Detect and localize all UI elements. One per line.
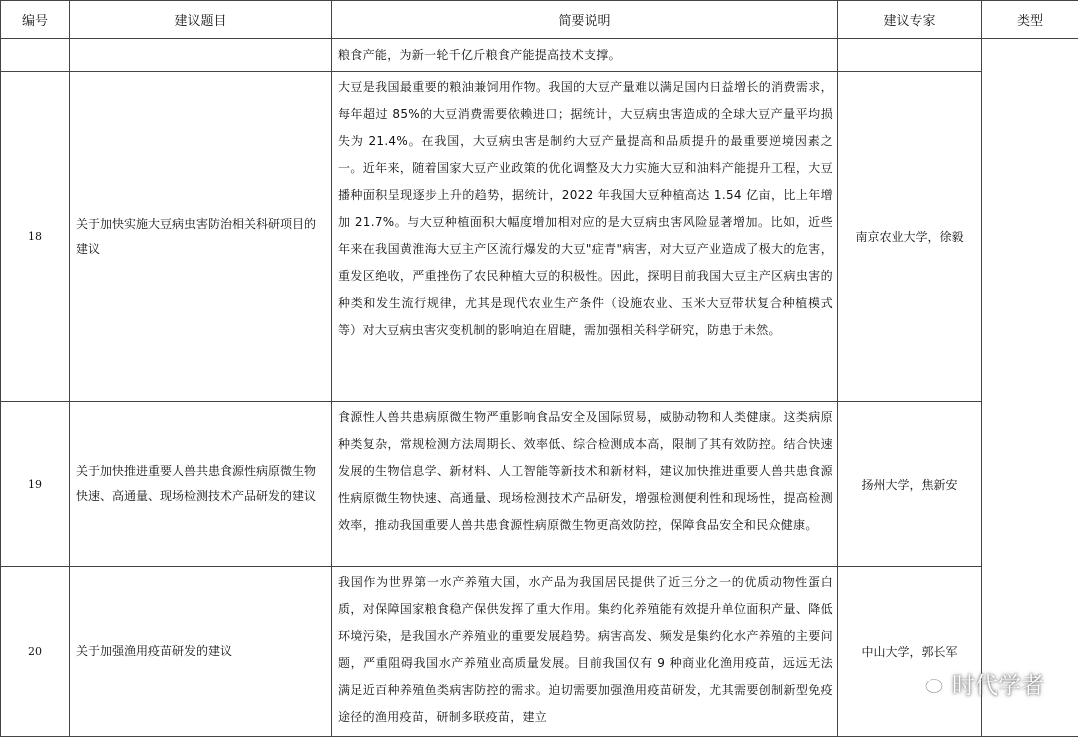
header-type: 类型 bbox=[982, 1, 1078, 39]
wechat-icon bbox=[914, 671, 944, 697]
row-desc-text: 食源性人兽共患病原微生物严重影响食品安全及国际贸易，威胁动物和人类健康。这类病原种类复杂，常规检测方法周期长、效率低、综合检测成本高，限制了其有效防控。结合快速发展的生物信息学、新材料、人工智能等新技术和新材料，建议加快推进重要人兽共患食源性病原微生物快速、高通量、现场检测技术产品研发，增强检测便利性和现场性，提高检测效率，推动我国重要人兽共患食源性病原微生物更高效防控，保障食品安全和民众健康。 bbox=[338, 404, 833, 539]
table-row bbox=[1, 39, 1078, 72]
table-row bbox=[1, 402, 1078, 567]
row-desc bbox=[332, 567, 838, 737]
row-expert bbox=[838, 39, 982, 72]
table-row bbox=[1, 567, 1078, 737]
header-expert: 建议专家 bbox=[838, 1, 982, 39]
row-desc-text: 我国作为世界第一水产养殖大国，水产品为我国居民提供了近三分之一的优质动物性蛋白质，对保障国家粮食稳产保供发挥了重大作用。集约化养殖能有效提升单位面积产量、降低环境污染，是我国水产养殖业的重要发展趋势。病害高发、频发是集约化水产养殖的主要问题，严重阻碍我国水产养殖业高质量发展。目前我国仅有 9 种商业化渔用疫苗，远远无法满足近百种养殖鱼类病害防控的需求。迫切需要加强渔用疫苗研发，尤其需要创制新型免疫途径的渔用疫苗，研制多联疫苗，建立 bbox=[338, 569, 833, 731]
row-desc bbox=[332, 72, 838, 402]
row-desc bbox=[332, 39, 838, 72]
row-num: 19 bbox=[1, 402, 70, 567]
watermark bbox=[914, 667, 1044, 700]
row-expert: 南京农业大学，徐毅 bbox=[838, 72, 982, 402]
row-title: 关于加快实施大豆病虫害防治相关科研项目的建议 bbox=[70, 72, 332, 402]
row-title bbox=[70, 39, 332, 72]
row-num bbox=[1, 39, 70, 72]
row-desc-text: 大豆是我国最重要的粮油兼饲用作物。我国的大豆产量难以满足国内日益增长的消费需求，每年超过 85%的大豆消费需要依赖进口；据统计，大豆病虫害造成的全球大豆产量平均损失为 21.4%。在我国，大豆病虫害是制约大豆产量提高和品质提升的最重要逆境因素之一。近年来，随着国家大豆产业政策的优化调整及大力实施大豆和油料产能提升工程，大豆播种面积呈现逐步上升的趋势，据统计，2022 年我国大豆种植高达 1.54 亿亩，比上年增加 21.7%。与大豆种植面积大幅度增加相对应的是大豆病虫害风险显著增加。比如，近些年来在我国黄淮海大豆主产区流行爆发的大豆"症青"病害，对大豆产业造成了极大的危害，重发区绝收，严重挫伤了农民种植大豆的积极性。因此，探明目前我国大豆主产区病虫害的种类和发生流行规律，尤其是现代农业生产条件（设施农业、玉米大豆带状复合种植模式等）对大豆病虫害灾变机制的影响迫在眉睫，需加强相关科学研究，防患于未然。 bbox=[338, 74, 833, 344]
row-num: 18 bbox=[1, 72, 70, 402]
row-expert: 中山大学，郭长军 bbox=[838, 567, 982, 737]
row-title: 关于加强渔用疫苗研发的建议 bbox=[70, 567, 332, 737]
header-desc: 简要说明 bbox=[332, 1, 838, 39]
watermark-text: 时代学者 bbox=[952, 667, 1044, 700]
row-title: 关于加快推进重要人兽共患食源性病原微生物快速、高通量、现场检测技术产品研发的建议 bbox=[70, 402, 332, 567]
header-title: 建议题目 bbox=[70, 1, 332, 39]
row-type bbox=[982, 39, 1078, 737]
header-num: 编号 bbox=[1, 1, 70, 39]
header-row bbox=[1, 1, 1078, 39]
row-desc bbox=[332, 402, 838, 567]
row-num: 20 bbox=[1, 567, 70, 737]
row-desc-text: 粮食产能，为新一轮千亿斤粮食产能提高技术支撑。 bbox=[338, 42, 833, 69]
table-row bbox=[1, 72, 1078, 402]
row-expert: 扬州大学，焦新安 bbox=[838, 402, 982, 567]
